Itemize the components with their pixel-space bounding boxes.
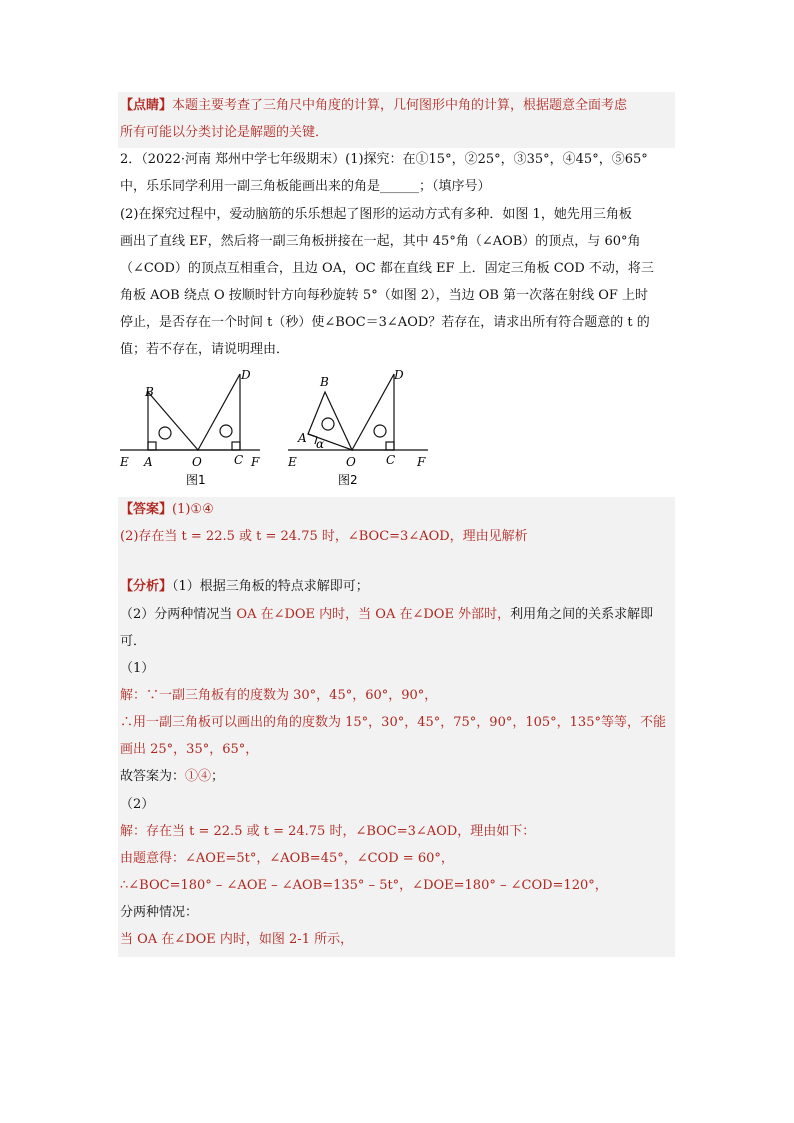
dianjing-line-2: 所有可能以分类讨论是解题的关键． bbox=[120, 125, 329, 140]
fig1-label-b: B bbox=[145, 385, 154, 399]
question-line-6: 角板 AOB 绕点 O 按顺时针方向每秒旋转 5°（如图 2），当边 OB 第一次落在射线 OF 上时 bbox=[120, 288, 649, 303]
fig1-hole-aob bbox=[159, 427, 171, 439]
fig1-caption: 图1 bbox=[186, 473, 206, 487]
answer-line-2: (2)存在当 t = 22.5 或 t = 24.75 时，∠BOC=3∠AOD，理由见解析 bbox=[120, 529, 528, 544]
fig1-triangle-aob bbox=[148, 392, 198, 450]
solution-p2-line-1: 解：存在当 t = 22.5 或 t = 24.75 时，∠BOC=3∠AOD，理由如下： bbox=[120, 824, 536, 839]
analysis-text-2b: OA 在∠DOE 内时，当 OA 在∠DOE 外部时， bbox=[236, 607, 511, 622]
fig2-hole-aob bbox=[322, 418, 334, 430]
answer-line-1 bbox=[120, 498, 675, 522]
fig1-label-o: O bbox=[192, 455, 202, 469]
fig1-label-a: A bbox=[144, 455, 153, 469]
fig1-label-d: D bbox=[241, 368, 251, 382]
question-line-1: 2．（2022·河南 郑州中学七年级期末）(1)探究：在①15°，②25°，③35°，④45°，⑤65° bbox=[120, 152, 648, 167]
answer-part-1: (1)①④ bbox=[172, 502, 214, 517]
question-line-5: （∠COD）的顶点互相重合，且边 OA，OC 都在直线 EF 上．固定三角板 COD 不动，将三 bbox=[120, 261, 654, 276]
solution-p2-line-4: 分两种情况： bbox=[120, 905, 199, 920]
dianjing-text-1: 本题主要考查了三角尺中角度的计算，几何图形中角的计算，根据题意全面考虑 bbox=[172, 98, 628, 113]
question-line-3: (2)在探究过程中，爱动脑筋的乐乐想起了图形的运动方式有多种．如图 1，她先用三角板 bbox=[120, 207, 632, 222]
fig2-label-e: E bbox=[288, 455, 297, 469]
fig2-label-b: B bbox=[320, 375, 329, 389]
solution-p1-line-1: 解：∵一副三角板有的度数为 30°，45°，60°，90°， bbox=[120, 688, 438, 703]
fig2-label-d: D bbox=[394, 368, 404, 382]
fig1-label-f: F bbox=[251, 455, 260, 469]
fig2-hole-cod bbox=[374, 425, 386, 437]
analysis-text-2c: 利用角之间的关系求解即 bbox=[510, 607, 654, 622]
geometry-figures bbox=[112, 362, 442, 492]
fig1-right-angle-c bbox=[232, 442, 240, 450]
solution-p2-line-3: ∴∠BOC=180° – ∠AOE – ∠AOB=135° – 5t°，∠DOE=180° – ∠COD=120°， bbox=[120, 878, 608, 893]
question-line-2: 中，乐乐同学利用一副三角板能画出来的角是______；（填序号） bbox=[120, 179, 491, 194]
fig2-label-alpha: α bbox=[316, 437, 325, 451]
analysis-text-1: （1）根据三角板的特点求解即可； bbox=[172, 579, 369, 594]
fig2-label-a: A bbox=[298, 431, 307, 445]
solution-p1-4a: 故答案为： bbox=[120, 769, 186, 784]
fig1-label-c: C bbox=[234, 453, 244, 467]
dianjing-line-1 bbox=[120, 94, 675, 118]
solution-p1-4c: ； bbox=[211, 769, 225, 784]
solution-part-1-heading: （1） bbox=[120, 661, 155, 676]
fig1-hole-cod bbox=[220, 425, 232, 437]
solution-p1-line-3: 画出 25°，35°，65°， bbox=[120, 742, 259, 757]
fig1-triangle-cod bbox=[198, 374, 240, 450]
solution-p2-line-2: 由题意得：∠AOE=5t°，∠AOB=45°，∠COD = 60°， bbox=[120, 851, 454, 866]
question-line-8: 值；若不存在，请说明理由． bbox=[120, 342, 290, 357]
fig2-label-c: C bbox=[386, 453, 396, 467]
solution-part-2-heading: （2） bbox=[120, 797, 155, 812]
fig1-right-angle-a bbox=[148, 442, 156, 450]
fig2-label-o: O bbox=[346, 455, 356, 469]
fig2-label-f: F bbox=[417, 455, 426, 469]
question-line-4: 画出了直线 EF，然后将一副三角板拼接在一起，其中 45°角（∠AOB）的顶点，与 60°角 bbox=[120, 234, 641, 249]
analysis-line-1 bbox=[120, 575, 675, 599]
analysis-line-3: 可． bbox=[120, 634, 147, 649]
fig2-caption: 图2 bbox=[338, 473, 358, 487]
dianjing-label: 【点睛】 bbox=[120, 98, 173, 113]
analysis-line-2 bbox=[120, 603, 675, 627]
fig2-triangle-aob bbox=[308, 392, 352, 450]
fig1-label-e: E bbox=[120, 455, 129, 469]
fig2-right-angle-c bbox=[386, 442, 394, 450]
figure-2 bbox=[288, 374, 428, 450]
solution-p1-line-4 bbox=[120, 765, 675, 789]
figure-1 bbox=[120, 374, 260, 450]
solution-p2-line-5: 当 OA 在∠DOE 内时，如图 2-1 所示， bbox=[120, 932, 354, 947]
analysis-text-2a: （2）分两种情况当 bbox=[120, 607, 237, 622]
question-line-7: 停止，是否存在一个时间 t（秒）使∠BOC＝3∠AOD？若存在，请求出所有符合题意的 t 的 bbox=[120, 315, 650, 330]
fig2-triangle-cod bbox=[352, 374, 394, 450]
solution-p1-line-2: ∴用一副三角板可以画出的角的度数为 15°，30°，45°，75°，90°，105°，135°等等，不能 bbox=[120, 715, 666, 730]
answer-label: 【答案】 bbox=[120, 502, 173, 517]
solution-p1-4b: ①④ bbox=[185, 769, 212, 784]
analysis-label: 【分析】 bbox=[120, 579, 173, 594]
